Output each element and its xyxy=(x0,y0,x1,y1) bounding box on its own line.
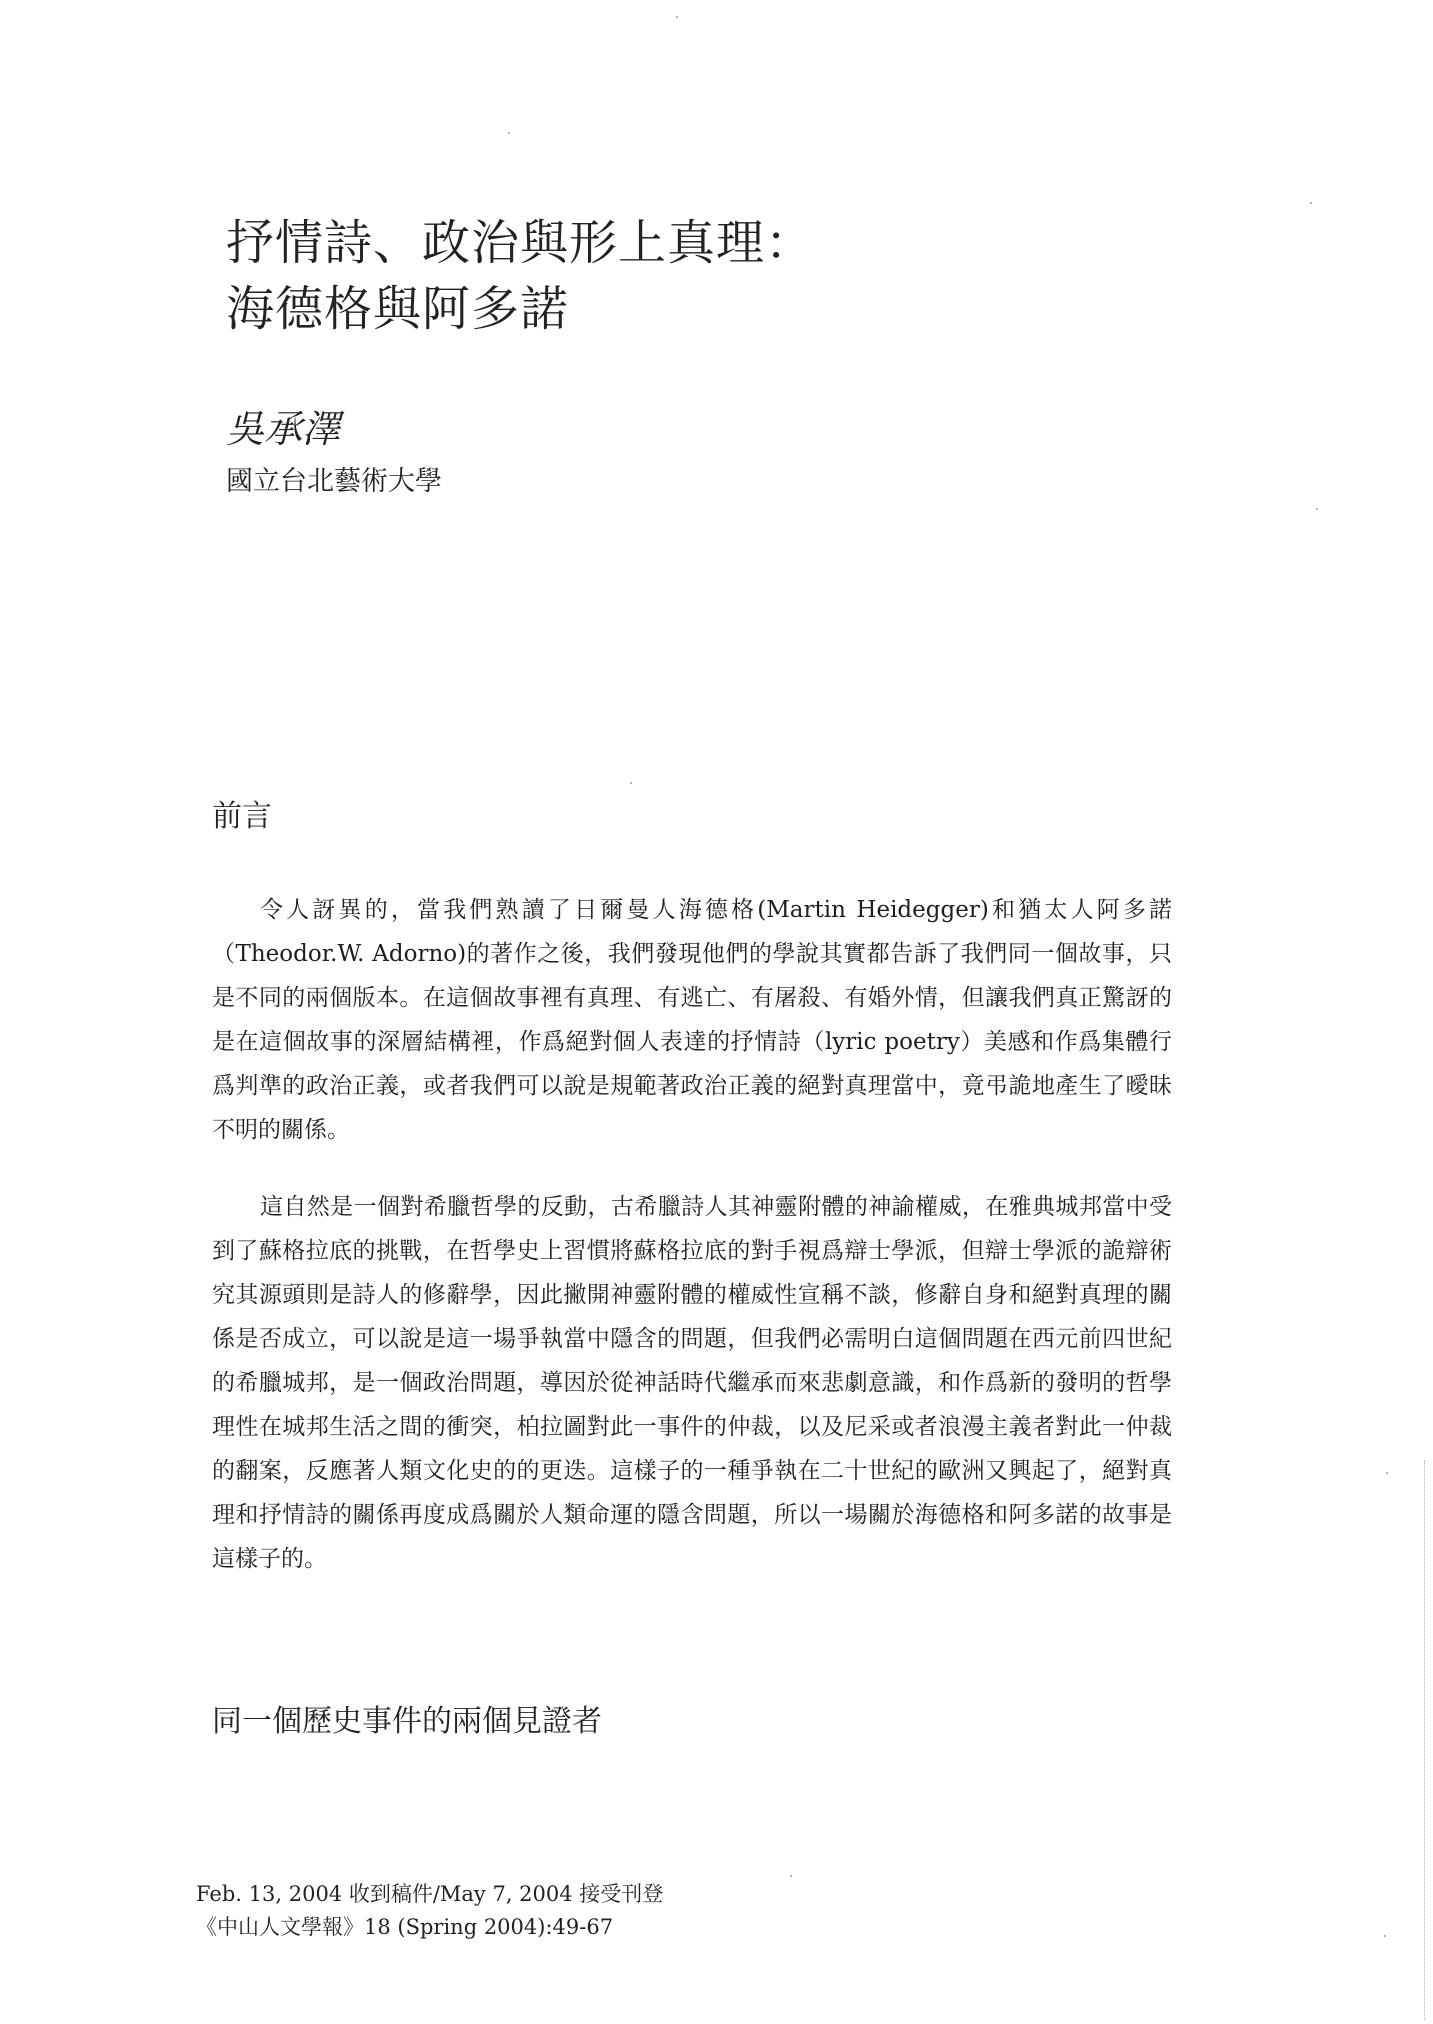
scan-speck xyxy=(1316,508,1318,510)
author-name: 吳承澤 xyxy=(226,407,341,451)
scan-speck xyxy=(1386,1472,1388,1474)
paper-title xyxy=(226,210,814,342)
footnote-journal-citation: 《中山人文學報》18 (Spring 2004):49-67 xyxy=(196,1915,614,1939)
scan-speck xyxy=(630,782,632,784)
scan-speck xyxy=(508,132,510,134)
section-heading-two-witnesses: 同一個歷史事件的兩個見證者 xyxy=(212,1704,602,1739)
scan-speck xyxy=(1384,1935,1386,1937)
scan-speck xyxy=(676,16,678,18)
paper-title-line-2: 海德格與阿多諾 xyxy=(226,281,570,337)
publication-footnote xyxy=(196,1878,663,1944)
paper-title-line-1: 抒情詩、政治與形上真理： xyxy=(226,215,815,271)
body-paragraph: 令人訝異的，當我們熟讀了日爾曼人海德格(Martin Heidegger)和猶太人阿多諾（Theodor.W. Adorno)的著作之後，我們發現他們的學說其實都告訴了我們同一個故事，只是不同的兩個版本。在這個故事裡有真理、有逃亡、有屠殺、有婚外情，但讓我們真正驚訝的是在這個故事的深層結構裡，作爲絕對個人表達的抒情詩（lyric poetry）美感和作爲集體行爲判準的政治正義，或者我們可以說是規範著政治正義的絕對真理當中，竟弔詭地產生了曖昧不明的關係。 xyxy=(212,897,1172,1143)
section-heading-preface: 前言 xyxy=(212,799,272,834)
scan-speck xyxy=(790,1875,792,1877)
scan-edge-artifact xyxy=(1424,1460,1425,2020)
body-paragraph: 這自然是一個對希臘哲學的反動，古希臘詩人其神靈附體的神諭權威，在雅典城邦當中受到了蘇格拉底的挑戰，在哲學史上習慣將蘇格拉底的對手視爲辯士學派，但辯士學派的詭辯術究其源頭則是詩人的修辭學，因此撇開神靈附體的權威性宣稱不談，修辭自身和絕對真理的關係是否成立，可以說是這一場爭執當中隱含的問題，但我們必需明白這個問題在西元前四世紀的希臘城邦，是一個政治問題，導因於從神話時代繼承而來悲劇意識，和作爲新的發明的哲學理性在城邦生活之間的衝突，柏拉圖對此一事件的仲裁，以及尼采或者浪漫主義者對此一仲裁的翻案，反應著人類文化史的的更迭。這樣子的一種爭執在二十世紀的歐洲又興起了，絕對真理和抒情詩的關係再度成爲關於人類命運的隱含問題，所以一場關於海德格和阿多諾的故事是這樣子的。 xyxy=(212,1194,1172,1572)
body-paragraph-1-block xyxy=(212,888,1172,1152)
footnote-received-date: Feb. 13, 2004 收到稿件/May 7, 2004 接受刊登 xyxy=(196,1882,664,1906)
scan-speck xyxy=(1310,202,1312,204)
author-affiliation: 國立台北藝術大學 xyxy=(226,466,442,497)
body-paragraph-2-block xyxy=(212,1185,1172,1581)
